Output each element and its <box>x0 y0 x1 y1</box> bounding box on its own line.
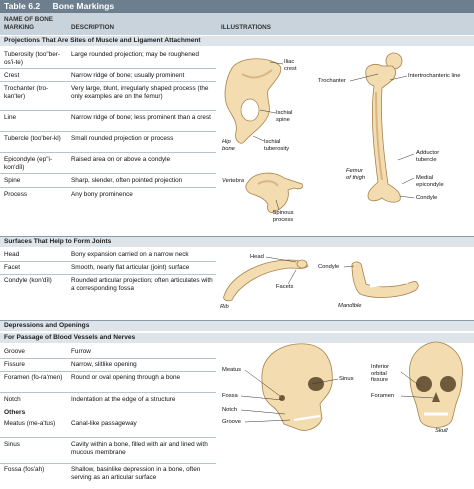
label-adductor-tubercle: Adductor tubercle <box>416 150 440 163</box>
desc-epicondyle: Raised area on or above a condyle <box>71 156 171 163</box>
term-crest: Crest <box>4 72 20 79</box>
section-projections: Projections That Are Sites of Muscle and Ligament Attachment <box>0 36 474 46</box>
label-head: Head <box>250 254 264 260</box>
label-groove: Groove <box>222 419 242 425</box>
label-medial-epicondyle: Medial epicondyle <box>416 175 444 188</box>
desc-head: Bony expansion carried on a narrow neck <box>71 251 189 258</box>
desc-groove: Furrow <box>71 348 91 355</box>
label-ischial-tuberosity: Ischial tuberosity <box>264 139 290 152</box>
column-header-description: DESCRIPTION <box>71 23 115 31</box>
label-meatus: Meatus <box>222 367 242 373</box>
term-epicondyle: Epicondyle (ep"i-kon'dīl) <box>4 156 53 171</box>
label-ischial-spine: Ischial spine <box>276 110 293 123</box>
label-hip-bone: Hip bone <box>222 139 235 152</box>
section-depressions: Depressions and Openings <box>0 321 474 331</box>
desc-condyle: Rounded articular projection; often articulates with a corresponding fossa <box>71 277 213 292</box>
desc-sinus: Cavity within a bone, filled with air and lined with mucous membrane <box>71 441 208 456</box>
label-intertrochanteric-line: Intertrochanteric line <box>408 73 461 79</box>
label-spinous-process: Spinous process <box>272 210 294 223</box>
term-condyle: Condyle (kon'dīl) <box>4 277 52 284</box>
term-tuberosity: Tuberosity (too"ber-os'i-te) <box>4 51 61 66</box>
label-mandible: Mandible <box>338 303 362 309</box>
desc-fossa: Shallow, basinlike depression in a bone, often serving as an articular surface <box>71 466 201 481</box>
subsection-others: Others <box>4 409 26 416</box>
label-vertebra: Vertebra <box>222 178 245 184</box>
label-skull: Skull <box>435 428 448 434</box>
desc-trochanter: Very large, blunt, irregularly shaped process (the only examples are on the femur) <box>71 85 209 100</box>
label-inferior-orbital-fissure: Inferior orbital fissure <box>371 364 390 384</box>
column-header-illustrations: ILLUSTRATIONS <box>221 23 271 31</box>
label-condyle-mandible: Condyle <box>318 264 340 270</box>
desc-foramen: Round or oval opening through a bone <box>71 374 181 381</box>
term-fossa: Fossa (fos'ah) <box>4 466 45 473</box>
desc-tubercle: Small rounded projection or process <box>71 135 174 142</box>
table-number: Table 6.2 <box>4 1 41 11</box>
desc-process: Any bony prominence <box>71 191 133 198</box>
term-fissure: Fissure <box>4 361 25 368</box>
term-foramen: Foramen (fo-ra'men) <box>4 374 63 381</box>
column-header-marking: NAME OF BONE MARKING <box>4 16 53 31</box>
term-facet: Facet <box>4 264 20 271</box>
label-iliac-crest: Iliac crest <box>284 59 297 72</box>
label-condyle-femur: Condyle <box>416 195 438 201</box>
term-sinus: Sinus <box>4 441 20 448</box>
label-trochanter: Trochanter <box>318 78 346 84</box>
term-trochanter: Trochanter (tro-kan'ter) <box>4 85 49 100</box>
desc-line: Narrow ridge of bone; less prominent than a crest <box>71 114 211 121</box>
term-notch: Notch <box>4 396 21 403</box>
desc-facet: Smooth, nearly flat articular (joint) surface <box>71 264 190 271</box>
label-notch: Notch <box>222 407 238 413</box>
label-sinus: Sinus <box>339 376 354 382</box>
label-facets: Facets <box>276 284 294 290</box>
label-rib: Rib <box>220 304 229 310</box>
section-joints: Surfaces That Help to Form Joints <box>0 237 474 247</box>
label-femur: Femur of thigh <box>346 168 366 181</box>
desc-crest: Narrow ridge of bone; usually prominent <box>71 72 185 79</box>
term-groove: Groove <box>4 348 25 355</box>
term-tubercle: Tubercle (too'ber-kl) <box>4 135 61 142</box>
subsection-vessels: For Passage of Blood Vessels and Nerves <box>0 333 474 343</box>
desc-spine: Sharp, slender, often pointed projection <box>71 177 183 184</box>
table-title: Bone Markings <box>52 1 115 11</box>
label-foramen: Foramen <box>371 393 395 399</box>
term-line: Line <box>4 114 17 121</box>
desc-tuberosity: Large rounded projection; may be roughened <box>71 51 199 58</box>
term-process: Process <box>4 191 28 198</box>
desc-meatus: Canal-like passageway <box>71 420 137 427</box>
term-head: Head <box>4 251 20 258</box>
desc-notch: Indentation at the edge of a structure <box>71 396 176 403</box>
term-spine: Spine <box>4 177 21 184</box>
label-fossa: Fossa <box>222 393 238 399</box>
desc-fissure: Narrow, slitlike opening <box>71 361 137 368</box>
term-meatus: Meatus (me-a'tus) <box>4 420 56 427</box>
